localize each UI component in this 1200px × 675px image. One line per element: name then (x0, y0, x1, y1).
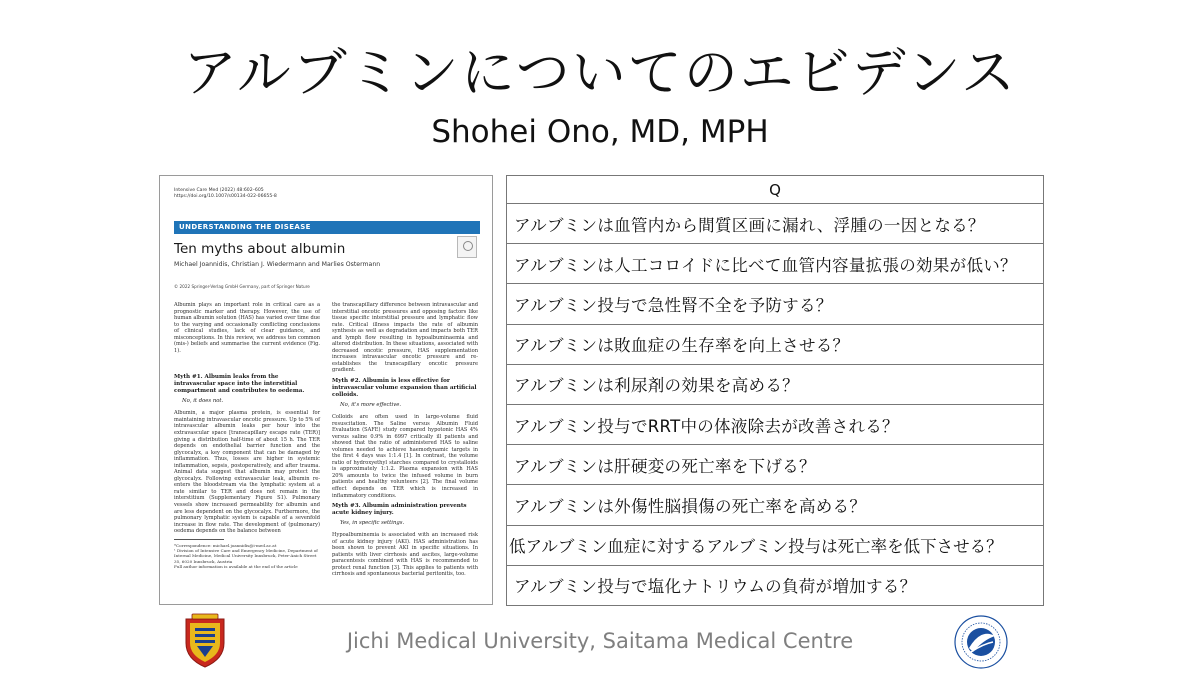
paper-thumbnail (159, 175, 493, 605)
table-row: アルブミンは肝硬変の死亡率を下げる？ (507, 445, 1044, 485)
table-row: アルブミンは血管内から間質区画に漏れ、浮腫の一因となる？ (507, 204, 1044, 244)
paper-myth-body: Hypoalbuminemia is associated with an increased risk of acute kidney injury (AKI). HAS administration has been shown to prevent AKI in specific situations. In patients with liver cirrhosis and ascites, large-volume paracentesis combined with HAS is recommended to protect renal function [3]. This applies to patients with cirrhosis and spontaneous bacterial peritonitis, too. (332, 532, 478, 578)
paper-myth-answer: Yes, in specific settings. (340, 520, 405, 527)
paper-footnote: *Correspondence: michael.joannidis@i-med.ac.at (174, 542, 277, 548)
table-row: アルブミンは利尿剤の効果を高める？ (507, 364, 1044, 404)
table-row: アルブミン投与で塩化ナトリウムの負荷が増加する？ (507, 565, 1044, 605)
paper-footnote: Full author information is available at the end of the article (174, 563, 298, 569)
paper-myth-body: Albumin, a major plasma protein, is essential for maintaining intravascular oncotic pressure. Up to 5% of intravascular albumin leaks per hour into the extravascular space [transcapillary escape rate (TER)] giving a distribution half-time of about 15 h. The TER depends on endothelial barrier function and the glycocalyx, a key component that can be damaged by inflammation. Thus, losses are higher in systemic inflammation, sepsis, postoperatively, and after trauma. Animal data suggest that albumin may protect the glycocalyx. Following extravascular leak, albumin re-enters the bloodstream via the lymphatic system at a rate similar to TER and does not remain in the interstitium (Supplementary Figure S1). Pulmonary vessels show increased permeability for albumin and are less dependent on the glycocalyx. Furthermore, the pulmonary lymphatic system is capable of a sevenfold increase in flow rate. The development of (pulmonary) oedema depends on the balance between (174, 410, 320, 535)
paper-paragraph: the transcapillary difference between intravascular and interstitial oncotic pressures and opposing factors like tissue specific interstitial pressure and lymphatic flow rate. Critical illness impacts the rate of albumin synthesis as well as degradation and impacts both TER and lymph flow resulting in hypoalbuminaemia and altered distribution. In these situations, associated with decreased oncotic pressure, HAS supplementation increases intravascular oncotic pressure and re-establishes the transcapillary oncotic pressure gradient. (332, 302, 478, 374)
paper-journal: Intensive Care Med (2022) 48:602–605 (174, 188, 264, 193)
paper-intro: Albumin plays an important role in critical care as a prognostic marker and therapy. However, the use of human albumin solution (HAS) has varied over time due to the varying and occasionally conflicting conclusions of clinical studies, lack of clear guidance, and misconceptions. In this review, we address ten common (mis-) beliefs and summarise the current evidence (Fig. 1). (174, 302, 320, 354)
check-for-updates-icon (457, 236, 477, 258)
paper-title: Ten myths about albumin (174, 241, 346, 257)
paper-category-banner: UNDERSTANDING THE DISEASE (174, 221, 480, 234)
table-row: アルブミンは外傷性脳損傷の死亡率を高める？ (507, 485, 1044, 525)
table-row: アルブミン投与でRRT中の体液除去が改善される？ (507, 404, 1044, 444)
paper-myth-heading: Myth #3. Albumin administration prevents acute kidney injury. (332, 503, 467, 517)
paper-left-column (174, 302, 320, 569)
paper-doi: https://doi.org/10.1007/s00134-022-06655-8 (174, 194, 277, 199)
paper-myth-answer: No, it's more effective. (340, 402, 402, 409)
slide-subtitle: Shohei Ono, MD, MPH (431, 114, 769, 150)
paper-copyright: © 2022 Springer-Verlag GmbH Germany, part of Springer Nature (174, 284, 310, 289)
table-row: アルブミンは敗血症の生存率を向上させる？ (507, 324, 1044, 364)
table-row: 低アルブミン血症に対するアルブミン投与は死亡率を低下させる？ (507, 525, 1044, 565)
paper-myth-body: Colloids are often used in large-volume fluid resuscitation. The Saline versus Albumin Fluid Evaluation (SAFE) study compared hypotonic HAS 4% versus saline 0.9% in 6997 critically ill patients and showed that the ratio of administered HAS to saline volumes needed to achieve haemodynamic targets in the first 4 days was 1:1.4 [1]. In contrast, the volume ratio of hydroxyethyl starches compared to crystalloids is approximately 1:1.2. Plasma expansion with HAS 20% amounts to twice the infused volume in burn patients and healthy volunteers [2]. The final volume effect depends on TER which is increased in inflammatory conditions. (332, 414, 478, 499)
footer-institution: Jichi Medical University, Saitama Medical Centre (346, 629, 854, 653)
paper-myth-heading: Myth #2. Albumin is less effective for intravascular volume expansion than artificial colloids. (332, 378, 477, 399)
questions-table (506, 175, 1044, 606)
paper-myth-heading: Myth #1. Albumin leaks from the intravascular space into the interstitial compartment and contributes to oedema. (174, 374, 305, 395)
paper-myth-answer: No, it does not. (182, 398, 224, 405)
paper-right-column (332, 302, 478, 582)
paper-footnote: ¹ Division of Intensive Care and Emergency Medicine, Department of Internal Medicine, Medical University Innsbruck, Peter-Anich Street 35, 6020 Innsbruck, Austria (174, 548, 318, 564)
table-row: アルブミン投与で急性腎不全を予防する？ (507, 284, 1044, 324)
medical-centre-logo (953, 614, 1009, 670)
slide-title: アルブミンについてのエビデンス (182, 41, 1018, 104)
table-row: アルブミンは人工コロイドに比べて血管内容量拡張の効果が低い？ (507, 244, 1044, 284)
table-header: Q (507, 176, 1044, 204)
paper-authors: Michael Joannidis, Christian J. Wiedermann and Marlies Ostermann (174, 261, 381, 268)
